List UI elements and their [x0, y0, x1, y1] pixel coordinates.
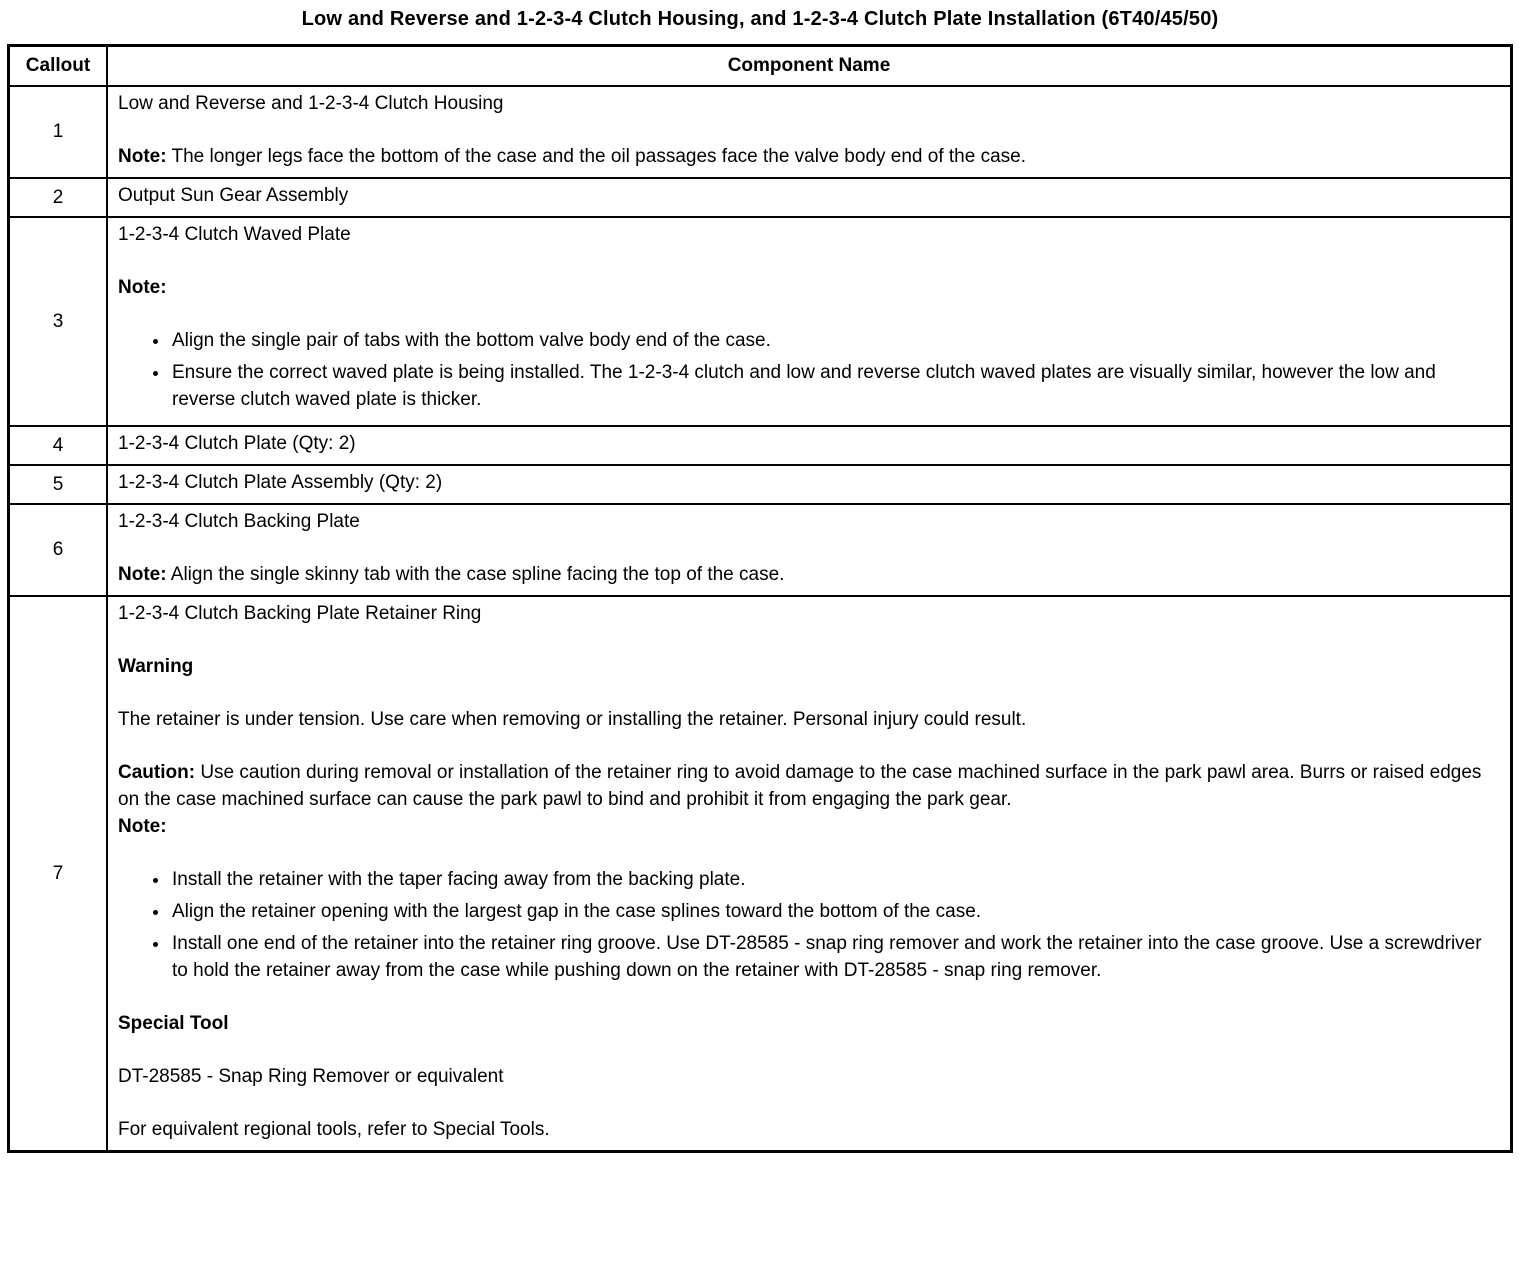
callout-cell: 5 [9, 465, 108, 504]
text-paragraph: The retainer is under tension. Use care when removing or installing the retainer. Personal injury could result. [118, 709, 1027, 730]
bold-label: Warning [118, 656, 194, 677]
component-cell [107, 426, 1512, 465]
text-paragraph: Output Sun Gear Assembly [118, 185, 349, 206]
page-title: Low and Reverse and 1-2-3-4 Clutch Housing, and 1-2-3-4 Clutch Plate Installation (6T40/45/50) [301, 8, 1219, 30]
text-paragraph: 1-2-3-4 Clutch Plate (Qty: 2) [118, 433, 356, 454]
labeled-paragraph [118, 274, 1500, 301]
table-header [9, 46, 1512, 87]
bullet-item: • Install the retainer with the taper facing away from the backing plate. [170, 866, 1500, 893]
table-row [9, 86, 1512, 178]
bullet-item: • Install one end of the retainer into the retainer ring groove. Use DT-28585 - snap ring remover and work the retainer into the case groove. Use a screwdriver to hold the retainer away from the case while pushing down on the retainer with DT-28585 - snap ring remover. [170, 930, 1500, 984]
callout-cell: 4 [9, 426, 108, 465]
bullet-item: • Ensure the correct waved plate is being installed. The 1-2-3-4 clutch and low and reverse clutch waved plates are visually similar, however the low and reverse clutch waved plate is thicker. [170, 359, 1500, 413]
text-paragraph: 1-2-3-4 Clutch Backing Plate [118, 511, 360, 532]
header-callout: Callout [9, 46, 108, 87]
table-row [9, 426, 1512, 465]
table-row [9, 178, 1512, 217]
callout-cell: 1 [9, 86, 108, 178]
text-paragraph: 1-2-3-4 Clutch Plate Assembly (Qty: 2) [118, 472, 443, 493]
bold-label: Note: [118, 816, 167, 837]
callout-table [7, 44, 1513, 1153]
labeled-paragraph [118, 653, 1500, 680]
text-paragraph: 1-2-3-4 Clutch Backing Plate Retainer Ring [118, 603, 482, 624]
component-cell [107, 86, 1512, 178]
bold-label: Note: [118, 146, 167, 167]
labeled-paragraph: Note: The longer legs face the bottom of the case and the oil passages face the valve body end of the case. [118, 146, 1026, 167]
table-row [9, 596, 1512, 1152]
bullet-list [118, 866, 1500, 984]
text-paragraph: For equivalent regional tools, refer to Special Tools. [118, 1119, 550, 1140]
header-row [9, 46, 1512, 87]
component-cell [107, 596, 1512, 1152]
page [0, 8, 1520, 1153]
bullet-list [118, 327, 1500, 413]
callout-cell: 3 [9, 217, 108, 426]
bullet-item: • Align the single pair of tabs with the bottom valve body end of the case. [170, 327, 1500, 354]
component-cell [107, 465, 1512, 504]
labeled-paragraph [118, 813, 1500, 840]
labeled-paragraph: Caution: Use caution during removal or installation of the retainer ring to avoid damage to the case machined surface in the park pawl area. Burrs or raised edges on the case machined surface can cause the park pawl to bind and prohibit it from engaging the park gear. [118, 762, 1482, 810]
table-row [9, 217, 1512, 426]
bullet-item: • Align the retainer opening with the largest gap in the case splines toward the bottom of the case. [170, 898, 1500, 925]
text-paragraph: DT-28585 - Snap Ring Remover or equivalent [118, 1066, 504, 1087]
table-row [9, 465, 1512, 504]
text-paragraph: 1-2-3-4 Clutch Waved Plate [118, 224, 351, 245]
callout-cell: 2 [9, 178, 108, 217]
callout-cell: 6 [9, 504, 108, 596]
table-row [9, 504, 1512, 596]
callout-cell: 7 [9, 596, 108, 1152]
text-paragraph: Low and Reverse and 1-2-3-4 Clutch Housing [118, 93, 504, 114]
bold-label: Special Tool [118, 1013, 229, 1034]
header-component-name: Component Name [107, 46, 1512, 87]
component-cell [107, 217, 1512, 426]
labeled-paragraph [118, 1010, 1500, 1037]
bold-label: Caution: [118, 762, 196, 783]
component-cell [107, 504, 1512, 596]
bold-label: Note: [118, 277, 167, 298]
component-cell [107, 178, 1512, 217]
bold-label: Note: [118, 564, 167, 585]
labeled-paragraph: Note: Align the single skinny tab with the case spline facing the top of the case. [118, 564, 785, 585]
table-body [9, 86, 1512, 1152]
